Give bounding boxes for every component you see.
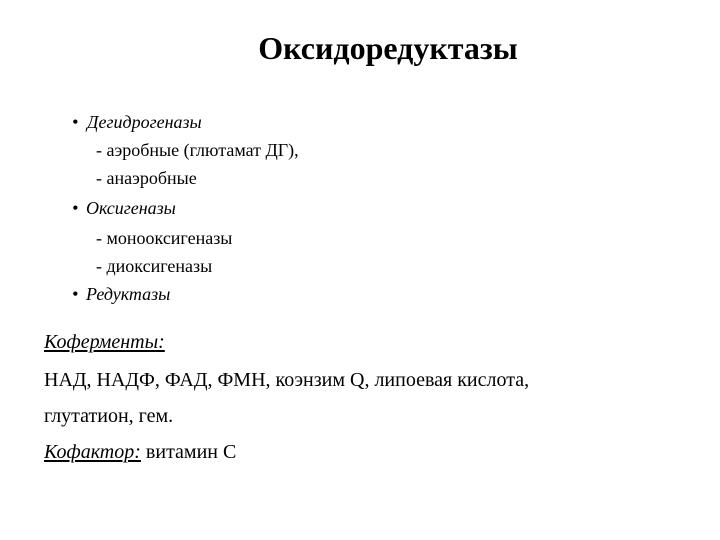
bullet: • (72, 112, 79, 132)
list-item-reductases (72, 282, 170, 306)
cofactor-label: Кофактор: (44, 441, 141, 463)
list-item-label: Оксигеназы (86, 198, 176, 218)
sub-item-monooxygenases: - монооксигеназы (96, 228, 233, 248)
sub-item-anaerobic: - анаэробные (96, 168, 197, 188)
coenzymes-line-2: глутатион, гем. (44, 405, 174, 427)
list-item-label: Дегидрогеназы (87, 112, 202, 132)
sub-item-aerobic: - аэробные (глютамат ДГ), (96, 140, 299, 160)
coenzymes-label: Коферменты: (44, 331, 165, 353)
page-title: Оксидоредуктазы (258, 30, 518, 66)
bullet: • (72, 198, 79, 218)
list-item-dehydrogenases (72, 110, 202, 134)
bullet: • (72, 284, 79, 304)
coenzymes-line-1: НАД, НАДФ, ФАД, ФМН, коэнзим Q, липоевая кислота, (44, 369, 530, 391)
cofactor-value: витамин С (140, 441, 237, 463)
list-item-oxygenases (72, 196, 176, 220)
list-item-label: Редуктазы (86, 284, 171, 304)
sub-item-dioxygenases: - диоксигеназы (96, 256, 213, 276)
cofactor-line (44, 438, 236, 466)
